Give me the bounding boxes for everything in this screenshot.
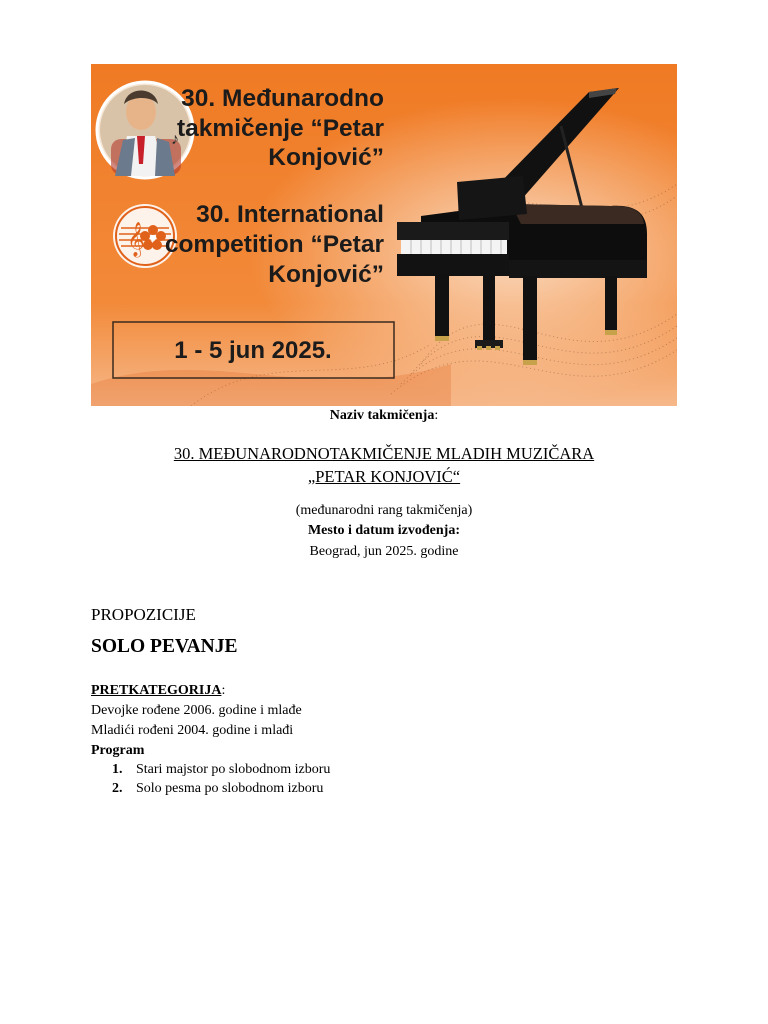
list-item-number: 2.: [112, 781, 123, 796]
competition-rank: (međunarodni rang takmičenja): [295, 503, 473, 518]
banner-title-sr-1: 30. Međunarodno: [181, 85, 384, 112]
competition-name-label: [0, 407, 768, 425]
section-heading-propozicije: PROPOZICIJE: [91, 605, 196, 624]
list-item: [112, 760, 330, 779]
list-item-text: Solo pesma po slobodnom izboru: [136, 781, 324, 796]
program-label: Program: [91, 743, 145, 758]
program-list: [112, 760, 330, 798]
pretkategorija-heading: [91, 681, 225, 700]
svg-text:♪: ♪: [171, 131, 179, 148]
discipline-heading: SOLO PEVANJE: [91, 636, 238, 657]
list-item: [112, 779, 330, 798]
eligibility-line: Devojke rođene 2006. godine i mlađe: [91, 703, 302, 718]
naziv-label: Naziv takmičenja: [329, 408, 435, 423]
naziv-colon: :: [434, 408, 439, 423]
banner-dates: 1 - 5 jun 2025.: [174, 337, 332, 364]
eligibility-line: Mladići rođeni 2004. godine i mlađi: [91, 723, 294, 738]
pretkategorija-label: PRETKATEGORIJA: [91, 683, 222, 698]
banner-title-en-3: Konjović”: [268, 261, 384, 288]
pretkategorija-colon: :: [221, 683, 226, 698]
banner-title-en-1: 30. International: [196, 201, 384, 228]
list-item-text: Stari majstor po slobodnom izboru: [136, 762, 331, 777]
competition-title: [0, 442, 768, 488]
competition-title-line2: „PETAR KONJOVIĆ“: [307, 467, 461, 486]
list-item-number: 1.: [112, 762, 123, 777]
competition-banner: [91, 64, 677, 406]
banner-title-en-2: competition “Petar: [164, 231, 384, 258]
banner-graphic: [91, 64, 677, 406]
place-date-label: Mesto i datum izvođenja:: [307, 523, 461, 538]
banner-title-sr-2: takmičenje “Petar: [177, 115, 384, 142]
place-date-value: Beograd, jun 2025. godine: [309, 544, 459, 559]
banner-title-sr-3: Konjović”: [268, 144, 384, 171]
svg-text:𝄞: 𝄞: [127, 222, 145, 257]
competition-title-line1: 30. MEĐUNARODNOTAKMIČENJE MLADIH MUZIČARA: [173, 444, 595, 463]
